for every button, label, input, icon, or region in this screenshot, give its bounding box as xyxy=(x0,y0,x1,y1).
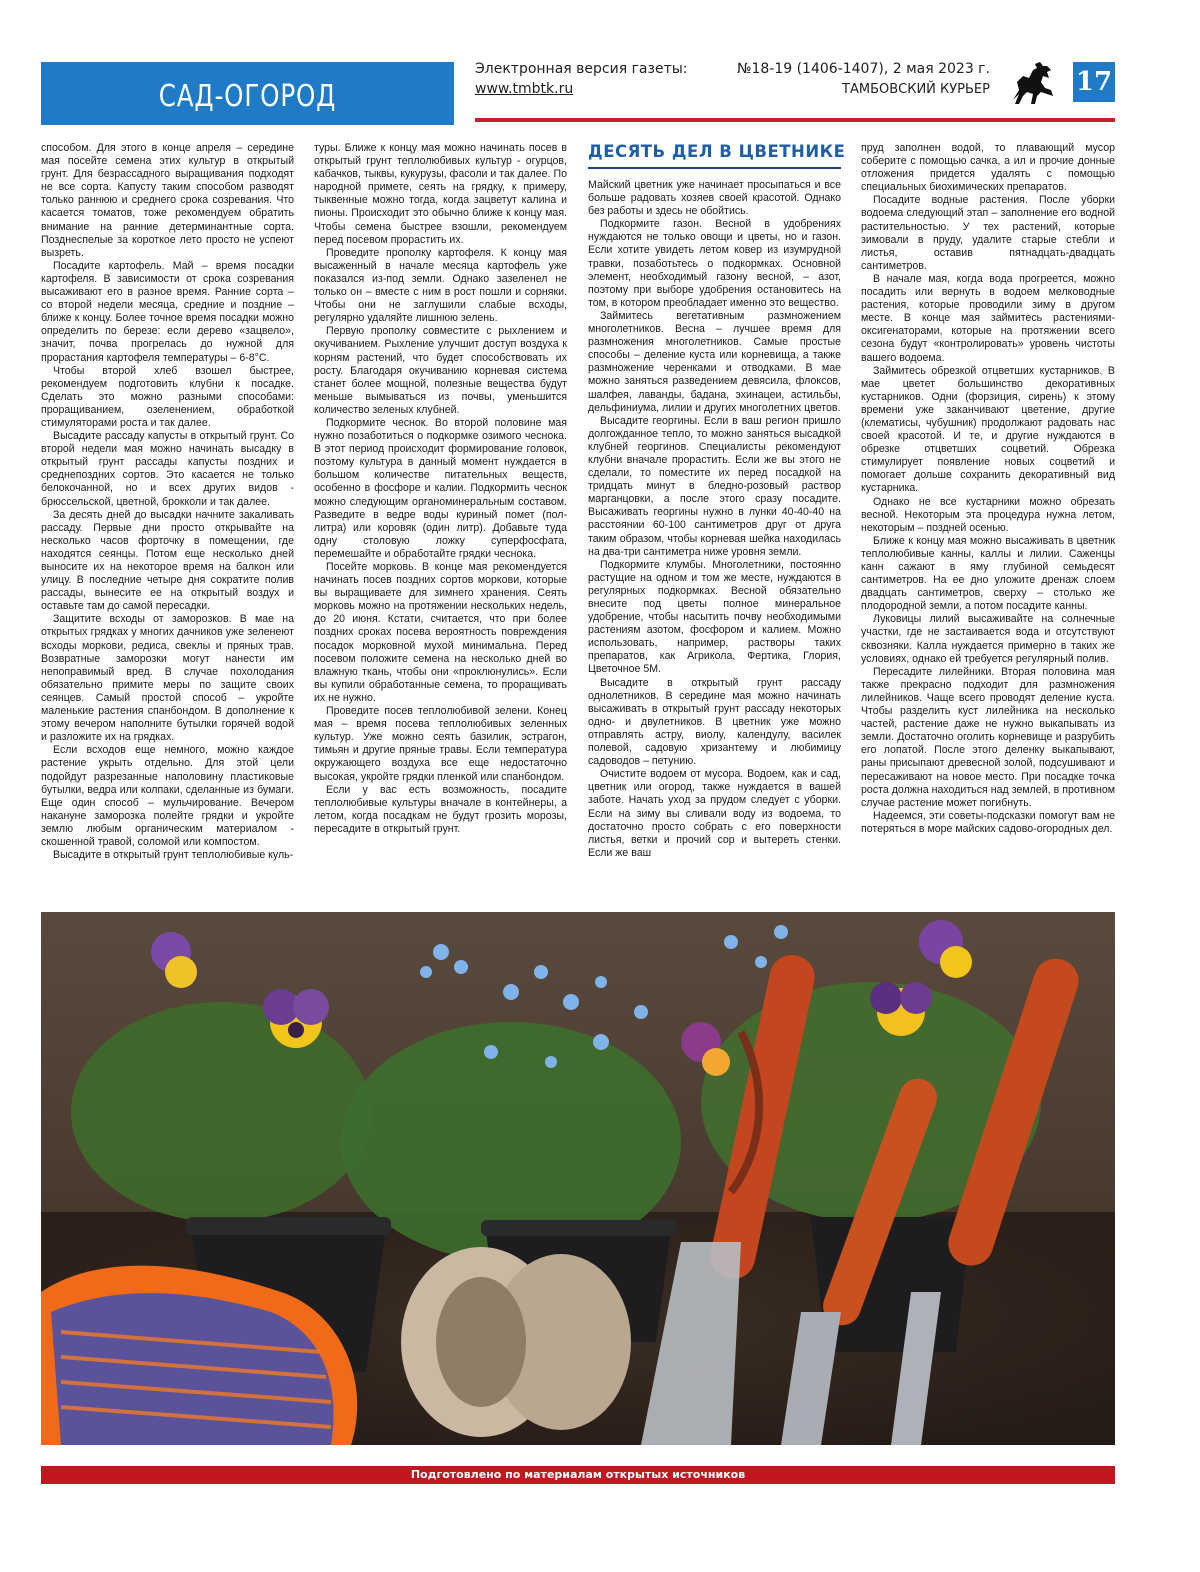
paragraph: За десять дней до высадки начните закаливать рассаду. Первые дни просто открывайте на несколько часов форточку в помещении, где находятся сеянцы. Потом еще несколько дней выносите их на некоторое время на балкон или улицу. В последние четыре дня сократите полив рассады, вынесите ее на открытый воздух и оставьте там до самой пересадки. xyxy=(41,508,294,613)
text-column-4 xyxy=(861,142,1115,894)
paragraph: В начале мая, когда вода прогреется, можно посадить или вернуть в водоем мелководные растения, которые проводили зиму в другом месте. В конце мая займитесь растениями-оксигенаторами, которые на протяжении всего сезона будут «контролировать» уровень чистоты вашего водоема. xyxy=(861,272,1115,364)
paragraph: Ближе к концу мая можно высаживать в цветник теплолюбивые канны, каллы и лилии. Саженцы канн сажают в яму глубиной семьдесят сантиметров. На ее дно уложите дренаж слоем двадцать сантиметров, сверху – столько же плодородной земли, а потом посадите канны. xyxy=(861,534,1115,613)
site-link[interactable]: www.tmbtk.ru xyxy=(475,81,574,97)
paragraph: Подкормите чеснок. Во второй половине мая нужно позаботиться о подкормке озимого чеснока. В этот период происходит формирование головок, поэтому культура в данный момент нуждается в большом количестве питательных веществ, особенно в фосфоре и калии. Подкормить чеснок можно следующим органоминеральным составом. Разведите в ведре воды куриный помет (пол-литра) или коровяк (один литр). Добавьте туда одну столовую ложку суперфосфата, перемешайте и обработайте грядки чеснока. xyxy=(314,416,567,560)
rule-blue xyxy=(41,123,454,125)
paragraph: туры. Ближе к концу мая можно начинать посев в открытый грунт теплолюбивых культур - огурцов, кабачков, тыквы, кукурузы, фасоли и так далее. По народной примете, сеять на грядку, к примеру, тыквенные можно тогда, когда зацветут калина и пионы. Происходит это обычно ближе к концу мая. Чтобы семена быстрее взошли, рекомендуем перед посевом прорастить их. xyxy=(314,142,567,246)
article-title: ДЕСЯТЬ ДЕЛ В ЦВЕТНИКЕ xyxy=(588,142,846,161)
paragraph: Подкормите клумбы. Многолетники, постоянно растущие на одном и том же месте, нуждаются в регулярных подкормках. Весной обязательно внесите под цветы полное минеральное удобрение, чтобы насытить почву необходимыми растениям азотом, фосфором и калием. Можно использовать, например, растворы таких препаратов, как Агрикола, Фертика, Глория, Цветочное 5М. xyxy=(588,558,841,676)
text-column-2 xyxy=(314,142,567,894)
text-column-3 xyxy=(588,179,841,894)
paragraph: Если всходов еще немного, можно каждое растение укрыть отдельно. Для этой цели подойдут разрезанные наполовину пластиковые бутылки, ведра или колпаки, сделанные из бумаги. Еще один способ – мульчирование. Вечером накануне заморозка полейте грядки и укройте землю любым органическим материалом - скошенной травой, соломой или компостом. xyxy=(41,744,294,848)
section-header-band xyxy=(41,62,454,123)
paragraph: Защитите всходы от заморозков. В мае на открытых грядках у многих дачников уже зеленеют всходы моркови, редиса, свеклы и пряных трав. Возвратные заморозки могут нанести им непоправимый вред. В случае похолодания обязательно примите меры по защите своих сеянцев. Самый простой способ – укройте маленькие растения спанбондом. В дополнение к этому вечером наполните бутылки горячей водой и разложите их на грядках. xyxy=(41,613,294,744)
paragraph: Подкормите газон. Весной в удобрениях нуждаются не только овощи и цветы, но и газон. Если хотите увидеть летом ковер из изумрудной травки, позаботьтесь о подкормках. Основной элемент, необходимый газону весной, – азот, поэтому при выборе удобрения остановитесь на том, в котором преобладает именно это вещество. xyxy=(588,218,841,309)
paragraph: Луковицы лилий высаживайте на солнечные участки, где не застаивается вода и отсутствуют сквозняки. Калла нуждается примерно в таких же условиях, однако ей требуется регулярный полив. xyxy=(861,613,1115,665)
paragraph: Очистите водоем от мусора. Водоем, как и сад, цветник или огород, также нуждается в вашей заботе. Начать уход за прудом следует с уборки. Если на зиму вы сливали воду из водоема, то достаточно просто собрать с его поверхности листья, ветки и прочий сор и вытереть стенки. Если же ваш xyxy=(588,768,841,859)
footer-credit-band: Подготовлено по материалам открытых источников xyxy=(41,1466,1115,1484)
paragraph: Займитесь обрезкой отцветших кустарников. В мае цветет большинство декоративных кустарников. Одни (форзиция, сирень) к этому времени уже заканчивают цветение, другие (клематисы, чубушник) продолжают радовать нас своей красотой. И те, и другие нуждаются в обрезке отцветших соцветий. Обрезка стимулирует появление новых соцветий и помогает дольше сохранить декоративный вид кустарника. xyxy=(861,364,1115,495)
paragraph: пруд заполнен водой, то плавающий мусор соберите с помощью сачка, а ил и прочие донные отложения придется удалять с помощью специальных биохимических препаратов. xyxy=(861,142,1115,194)
section-title: САД-ОГОРОД xyxy=(158,79,337,114)
paragraph: Займитесь вегетативным размножением многолетников. Весна – лучшее время для размножения многолетников. Самые простые способы – деление куста или корневища, а также размножение черенками и отводками. В мае можно заняться разведением девясила, флоксов, шалфея, лаванды, бадана, эхинацеи, астильбы, дельфиниума, лилии и других многолетних цветов. xyxy=(588,309,841,414)
paragraph: Высадите рассаду капусты в открытый грунт. Со второй недели мая можно начинать высадку в открытый грунт рассады капусты поздних и среднепоздних сортов. Это касается не только белокочанной, но и всех других видов - брюссельской, цветной, брокколи и так далее. xyxy=(41,430,294,508)
paragraph: Майский цветник уже начинает просыпаться и все больше радовать хозяев своей красотой. Однако без работы и здесь не обойтись. xyxy=(588,179,841,218)
paragraph: Посейте морковь. В конце мая рекомендуется начинать посев поздних сортов моркови, которые вы выращиваете для зимнего хранения. Сеять морковь можно на протяжении нескольких недель, до 20 июня. Кстати, считается, что при более поздних сроках посева вероятность повреждения посадок морковной мухой минимальна. Перед посевом положите семена на несколько дней во влажную ткань, чтобы они «проклюнулись». Если вы купили обработанные семена, то проращивать их не нужно. xyxy=(314,561,567,704)
paragraph: Пересадите лилейники. Вторая половина мая также прекрасно подходит для размножения лилейников. Чаще всего проводят деление куста. Чтобы разделить куст лилейника на несколько частей, растение даже не нужно выкапывать из земли. Достаточно оголить корневище и разрубить его лопатой. После этого деленку выкапывают, раны присыпают древесной золой, подсушивают и пересаживают на новое место. При посадке точка роста должна находиться над землей, в противном случае растение может погибнуть. xyxy=(861,665,1115,809)
paragraph: Чтобы второй хлеб взошел быстрее, рекомендуем подготовить клубни к посадке. Сделать это можно разными способами: проращиванием, озеленением, обработкой стимуляторами роста и так далее. xyxy=(41,364,294,429)
paragraph: Высадите в открытый грунт теплолюбивые куль- xyxy=(53,849,294,862)
paragraph: Надеемся, эти советы-подсказки помогут вам не потеряться в море майских садово-огородных дел. xyxy=(861,809,1115,835)
issue-info: №18-19 (1406-1407), 2 мая 2023 г. xyxy=(736,61,990,77)
edition-label: Электронная версия газеты: xyxy=(475,61,688,77)
rule-red xyxy=(475,118,1115,122)
horse-rider-logo-icon xyxy=(1007,60,1057,106)
paragraph: Проведите прополку картофеля. К концу мая высаженный в начале месяца картофель уже показался из-под земли. Однако зазеленел не только он – вместе с ним в рост пошли и сорняки. Чтобы они не заглушили слабые всходы, регулярно удаляйте лишнюю зелень. xyxy=(314,246,567,325)
paragraph: Если у вас есть возможность, посадите теплолюбивые культуры вначале в контейнеры, а летом, когда посадкам не будут грозить морозы, пересадите в открытый грунт. xyxy=(314,783,567,835)
paragraph: Высадите георгины. Если в ваш регион пришло долгожданное тепло, то можно заняться высадкой клубней георгинов. Специалисты рекомендуют клубни вначале прорастить. Если же вы этого не сделали, то поместите их перед посадкой на тридцать минут в бледно-розовый раствор марганцовки, а после этого сразу посадите. Высаживать георгины нужно в лунки 40-40-40 на расстоянии 60-100 сантиметров друг от друга таким образом, чтобы корневая шейка находилась на два-три сантиметра ниже уровня земли. xyxy=(588,414,841,558)
paragraph: Первую прополку совместите с рыхлением и окучиванием. Рыхление улучшит доступ воздуха к корням растений, что будет способствовать их росту. Благодаря окучиванию корневая система станет более мощной, полезные вещества будут меньше вымываться из почвы, уменьшится количество зеленых клубней. xyxy=(314,325,567,416)
paragraph: Однако не все кустарники можно обрезать весной. Некоторым эта процедура нужна летом, некоторым – поздней осенью. xyxy=(861,495,1115,534)
paper-name: ТАМБОВСКИЙ КУРЬЕР xyxy=(842,82,990,97)
paragraph: Посадите водные растения. После уборки водоема следующий этап – заполнение его водной растительностью. У тех растений, которые зимовали в пруду, удалите старые стебли и листья, оставив пятнадцать-двадцать сантиметров. xyxy=(861,194,1115,272)
page-number: 17 xyxy=(1073,62,1115,102)
text-column-1 xyxy=(41,142,294,894)
paragraph: Проведите посев теплолюбивой зелени. Конец мая – время посева теплолюбивых зеленных культур. Уже можно сеять базилик, эстрагон, тимьян и другие пряные травы. Если температура окружающего воздуха все еще недостаточно высокая, укройте грядки пленкой или спанбондом. xyxy=(314,705,567,783)
paragraph: Высадите в открытый грунт рассаду однолетников. В середине мая можно начинать высаживать в открытый грунт рассаду некоторых одно- и двулетников. В цветник уже можно отправлять астру, виолу, календулу, василек полевой, садовую хризантему и любимицу садоводов – петунию. xyxy=(588,676,841,768)
paragraph: способом. Для этого в конце апреля – середине мая посейте семена этих культур в открытый грунт. Для безрассадного выращивания подходят не все сорта. Капусту таким способом разводят только раннюю и среднего срока созревания. Что касается томатов, тоже рекомендуем обратить внимание на ранние детерминантные сорта. Позднеспелые за короткое лето просто не успеют вызреть. xyxy=(41,142,294,259)
garden-tools-flowers-photo xyxy=(41,912,1115,1445)
article-title-rule xyxy=(588,167,841,169)
paragraph: Посадите картофель. Май – время посадки картофеля. В зависимости от срока созревания высаживают его в разное время. Ранние сорта – со второй недели месяца, средние и поздние – ближе к концу. Более точное время посадки можно определить по березе: если дерево «зацвело», значит, почва прогрелась до нужной для прорастания картофеля температуры – 6-8°С. xyxy=(41,259,294,364)
photo-illustration xyxy=(41,912,1115,1445)
